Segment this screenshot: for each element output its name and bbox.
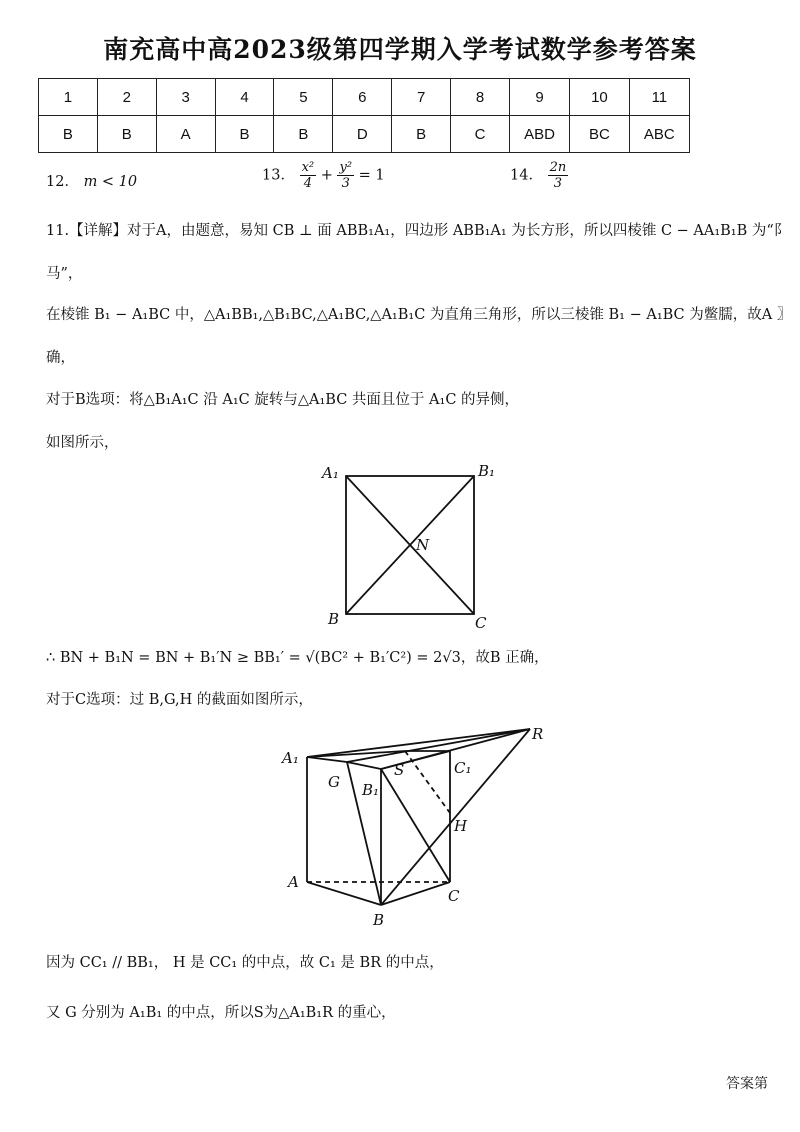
q14-fraction (548, 160, 569, 191)
question-number-cell: 3 (156, 79, 215, 116)
question-number-cell: 4 (215, 79, 274, 116)
answer-cell: B (274, 116, 333, 153)
edge-a1-r (307, 729, 530, 757)
question-number-cell: 1 (39, 79, 98, 116)
q12-label: 12． (46, 174, 79, 190)
answer-cell: A (156, 116, 215, 153)
answer-cell: ABC (629, 116, 689, 153)
q14-label: 14． (510, 167, 543, 184)
solution-line-10: 又 G 分别为 A₁B₁ 的中点，所以S为△A₁B₁R 的重心， (46, 1005, 396, 1021)
answer-cell: B (39, 116, 98, 153)
question-number-cell: 2 (97, 79, 156, 116)
solution-line-6: 如图所示， (46, 435, 119, 451)
q13-equals: = 1 (358, 167, 385, 184)
q13-label: 13． (262, 167, 295, 184)
answer-cell: ABD (509, 116, 569, 153)
q14-numerator: 2n (549, 160, 567, 175)
solution-line-2: 马”， (46, 266, 83, 282)
solution-line-5: 对于B选项：将△B₁A₁C 沿 A₁C 旋转与△A₁BC 共面且位于 A₁C 的异侧， (46, 392, 520, 408)
answer-cell: B (215, 116, 274, 153)
question-number-cell: 6 (333, 79, 392, 116)
q13-y-denominator: 3 (341, 176, 350, 191)
solution-line-7: ∴ BN + B₁N = BN + B₁′N ≥ BB₁′ = √(BC² + B₁′C²) = 2√3，故B 正确， (46, 650, 549, 666)
label-g: G (328, 773, 340, 791)
label-b1: B₁ (362, 781, 380, 799)
page-title: 南充高中高2023级第四学期入学考试数学参考答案 (103, 35, 697, 64)
answer-cell: B (97, 116, 156, 153)
answer-table (38, 78, 690, 153)
q13-x-numerator: x² (301, 160, 315, 175)
label-c: C (448, 887, 460, 905)
answer-cell: D (333, 116, 392, 153)
hidden-edge-s-h (405, 751, 450, 813)
q13-y-numerator: y² (339, 160, 353, 175)
fill-answer-14 (510, 160, 568, 191)
fill-answer-13 (262, 160, 385, 191)
edge-g-b1 (347, 762, 381, 769)
label-b: B (328, 610, 340, 628)
label-n: N (416, 536, 430, 554)
label-s: S (394, 761, 405, 779)
label-a1: A₁ (282, 749, 299, 767)
label-h: H (454, 817, 468, 835)
solution-line-1: 11.【详解】对于A，由题意，易知 CB ⊥ 面 ABB₁A₁，四边形 ABB₁A₁ 为长方形，所以四棱锥 C − AA₁B₁B 为“阝 (46, 223, 789, 239)
solution-line-3: 在棱锥 B₁ − A₁BC 中，△A₁BB₁,△B₁BC,△A₁BC,△A₁B₁C 为直角三角形，所以三棱锥 B₁ − A₁BC 为鳖臑，故A 〗 (46, 307, 792, 323)
q13-plus: + (320, 167, 333, 184)
q13-y-fraction (337, 160, 354, 191)
solution-line-8: 对于C选项：过 B,G,H 的截面如图所示， (46, 692, 313, 708)
q12-answer: m < 10 (83, 174, 138, 190)
label-b1: B₁ (478, 462, 496, 480)
answer-cell: C (451, 116, 510, 153)
label-a: A (288, 873, 299, 891)
fill-answer-12 (46, 170, 137, 191)
q13-x-fraction (300, 160, 317, 191)
label-c1: C₁ (454, 759, 472, 777)
label-r: R (532, 725, 544, 743)
q13-x-denominator: 4 (303, 176, 312, 191)
edge-g-r (347, 729, 530, 762)
question-number-cell: 8 (451, 79, 510, 116)
answer-table-number-row (39, 79, 690, 116)
question-number-cell: 5 (274, 79, 333, 116)
prism-section-figure (270, 715, 560, 935)
q14-denominator: 3 (553, 176, 563, 191)
label-c: C (475, 614, 487, 632)
rectangle-figure (300, 450, 520, 635)
question-number-cell: 7 (392, 79, 451, 116)
question-number-cell: 9 (509, 79, 569, 116)
edge-a-b (307, 882, 381, 905)
question-number-cell: 10 (570, 79, 630, 116)
answer-table-answer-row (39, 116, 690, 153)
label-b: B (373, 911, 385, 929)
answer-cell: B (392, 116, 451, 153)
question-number-cell: 11 (629, 79, 689, 116)
solution-line-9: 因为 CC₁ // BB₁， H 是 CC₁ 的中点，故 C₁ 是 BR 的中点， (46, 955, 444, 971)
solution-line-4: 确， (46, 350, 75, 366)
edge-a1-g (307, 757, 347, 762)
label-a1: A₁ (322, 464, 339, 482)
answer-cell: BC (570, 116, 630, 153)
page-footer: 答案第 (726, 1076, 768, 1092)
